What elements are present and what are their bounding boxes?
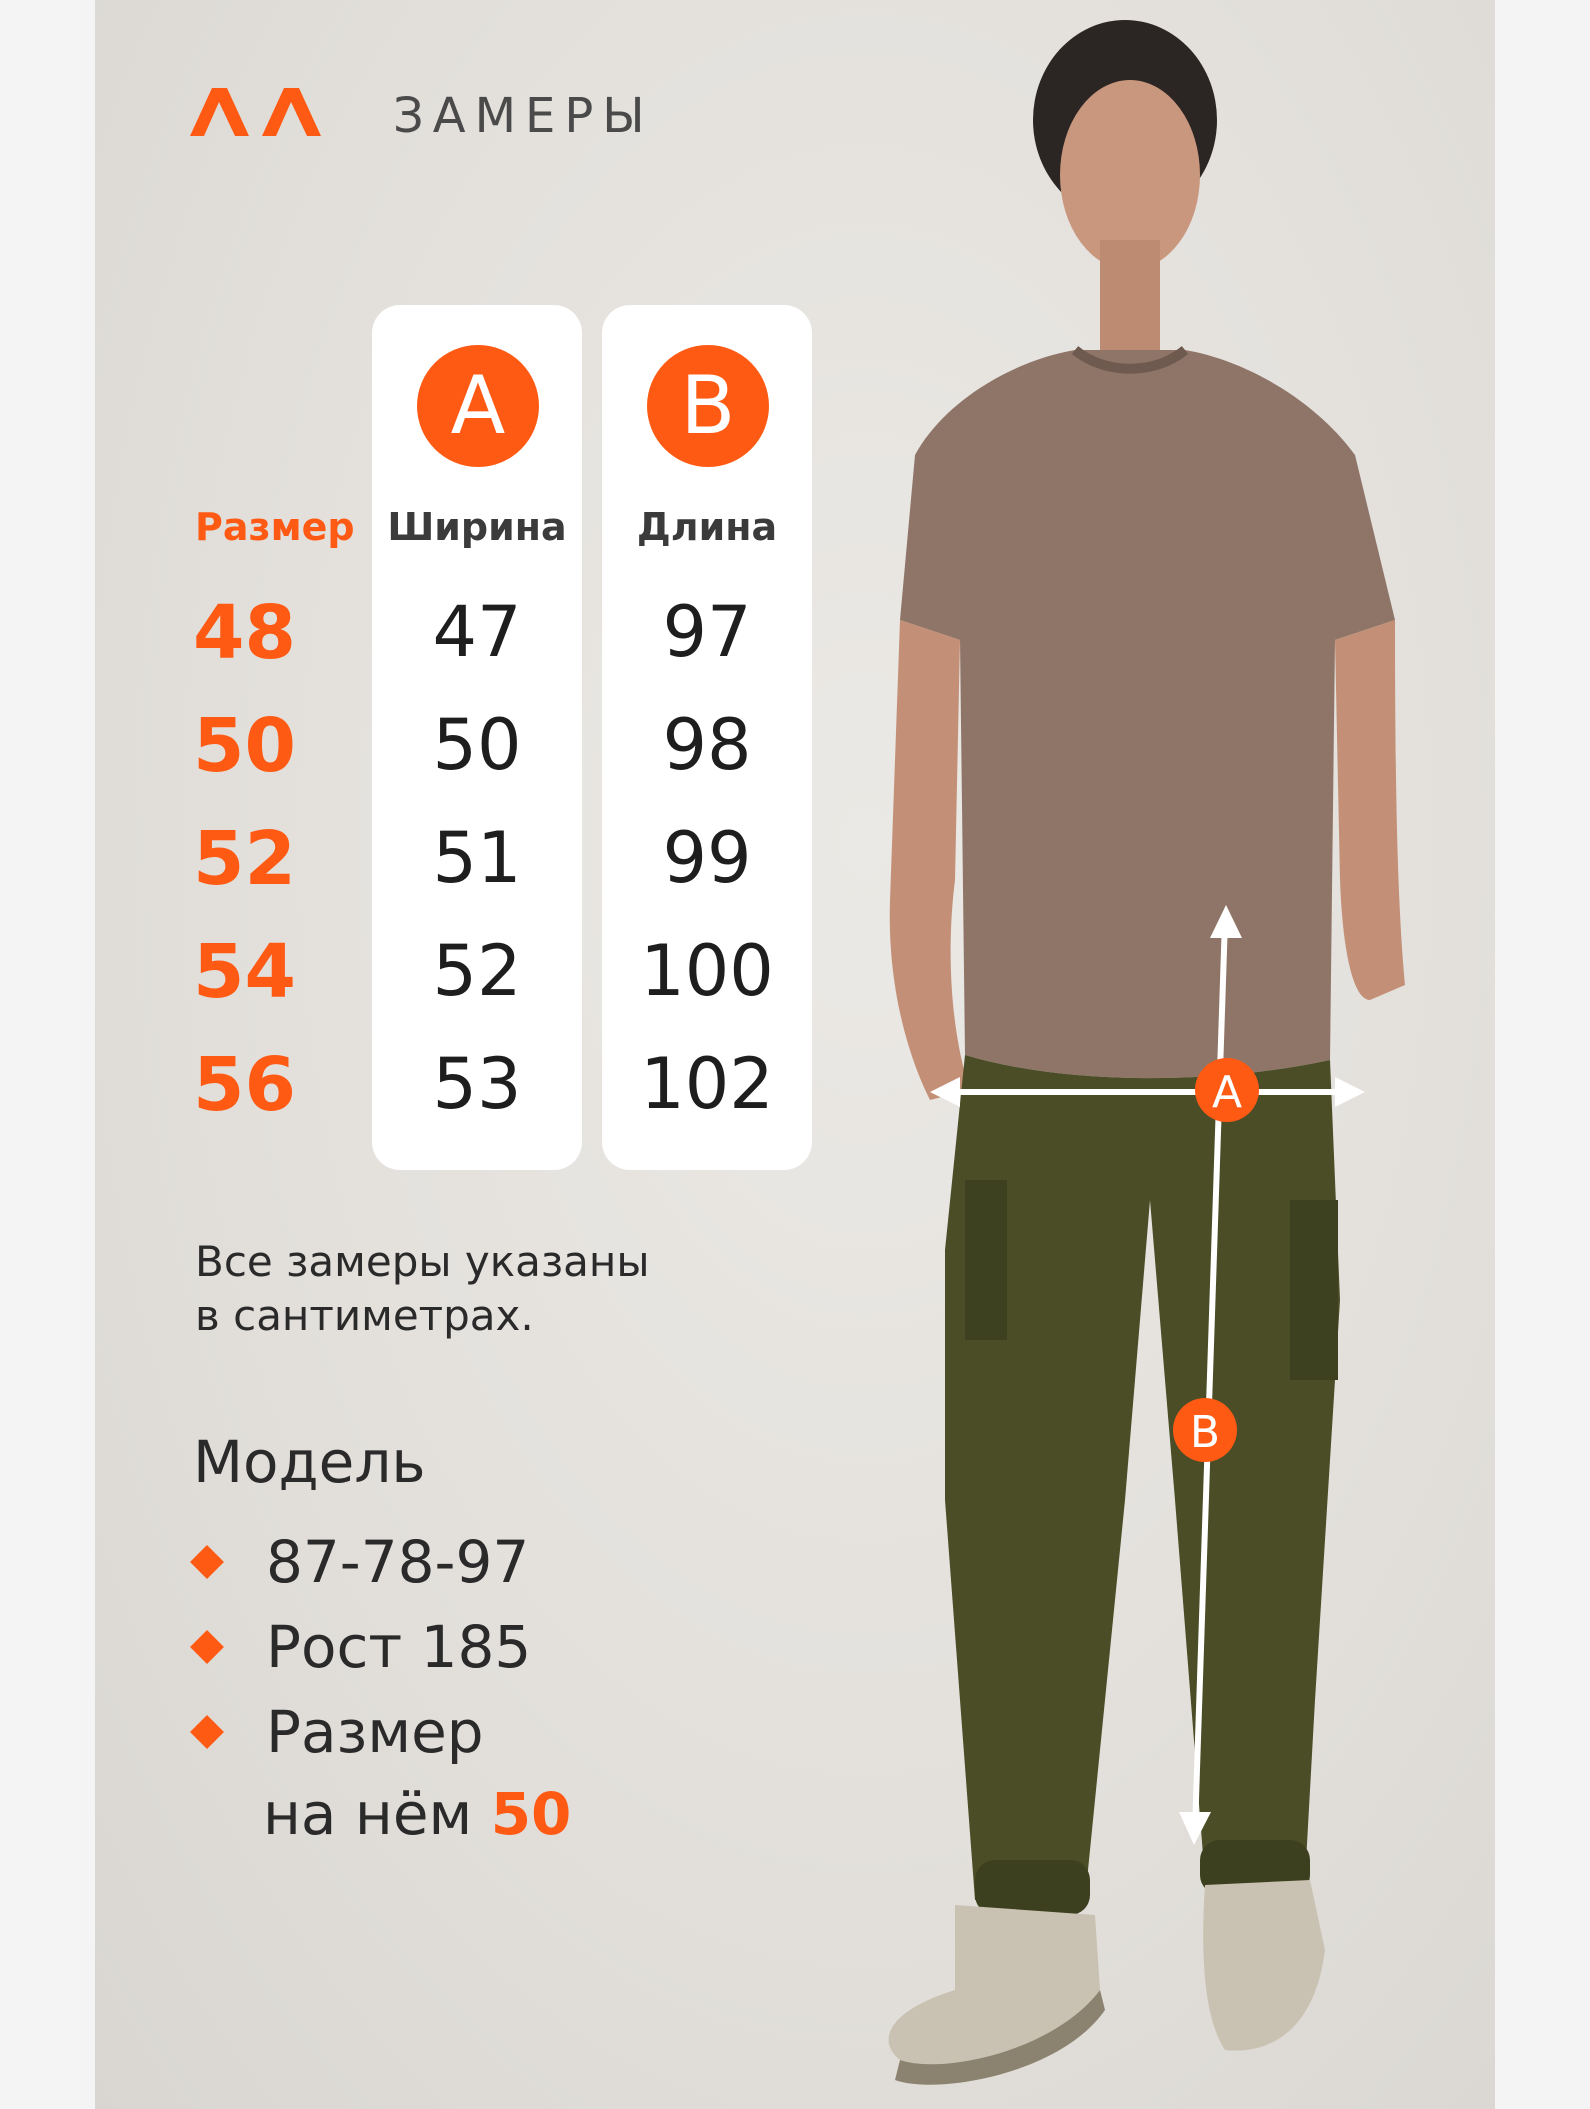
width-value: 51 xyxy=(432,817,522,899)
length-column-card xyxy=(602,305,812,1170)
model-height-item xyxy=(195,1613,531,1681)
model-params-item xyxy=(195,1528,529,1596)
width-value: 53 xyxy=(432,1043,522,1125)
length-value: 97 xyxy=(662,591,752,673)
model-size-line xyxy=(263,1780,571,1848)
length-value: 99 xyxy=(662,817,752,899)
units-note-line: Все замеры указаны xyxy=(195,1237,650,1286)
size-value: 48 xyxy=(193,590,296,676)
model-figure-illustration xyxy=(889,20,1405,2085)
diamond-bullet-icon xyxy=(190,1715,224,1749)
length-value: 98 xyxy=(662,704,752,786)
badge-b: B xyxy=(647,345,769,467)
badge-a: A xyxy=(417,345,539,467)
page-title: ЗАМЕРЫ xyxy=(393,88,654,144)
size-value: 52 xyxy=(193,816,296,902)
size-value: 50 xyxy=(193,703,296,789)
width-column-header: Ширина xyxy=(387,505,567,549)
size-chart-page xyxy=(95,0,1495,2109)
model-size-on-him: на нём xyxy=(263,1780,473,1848)
width-value: 50 xyxy=(432,704,522,786)
width-value: 52 xyxy=(432,930,522,1012)
arrow-label-a: A xyxy=(1211,1067,1243,1118)
arrow-label-b: B xyxy=(1189,1407,1221,1458)
model-heading: Модель xyxy=(193,1428,426,1496)
model-size-value: 50 xyxy=(490,1780,572,1848)
size-value: 54 xyxy=(193,929,296,1015)
diamond-bullet-icon xyxy=(190,1545,224,1579)
size-value: 56 xyxy=(193,1042,296,1128)
length-value: 100 xyxy=(640,930,774,1012)
diamond-bullet-icon xyxy=(190,1630,224,1664)
model-height: Рост 185 xyxy=(266,1613,532,1681)
model-size-item xyxy=(195,1698,484,1766)
size-column-header: Размер xyxy=(195,505,355,549)
length-column-header: Длина xyxy=(636,505,778,549)
length-value: 102 xyxy=(640,1043,774,1125)
units-note-line: в сантиметрах. xyxy=(195,1291,534,1340)
units-note xyxy=(195,1235,650,1343)
model-params: 87-78-97 xyxy=(266,1528,530,1596)
brand-logo-icon xyxy=(190,88,330,136)
width-value: 47 xyxy=(432,591,522,673)
model-photo xyxy=(795,0,1495,2109)
model-size-label: Размер xyxy=(266,1698,484,1766)
width-column-card xyxy=(372,305,582,1170)
